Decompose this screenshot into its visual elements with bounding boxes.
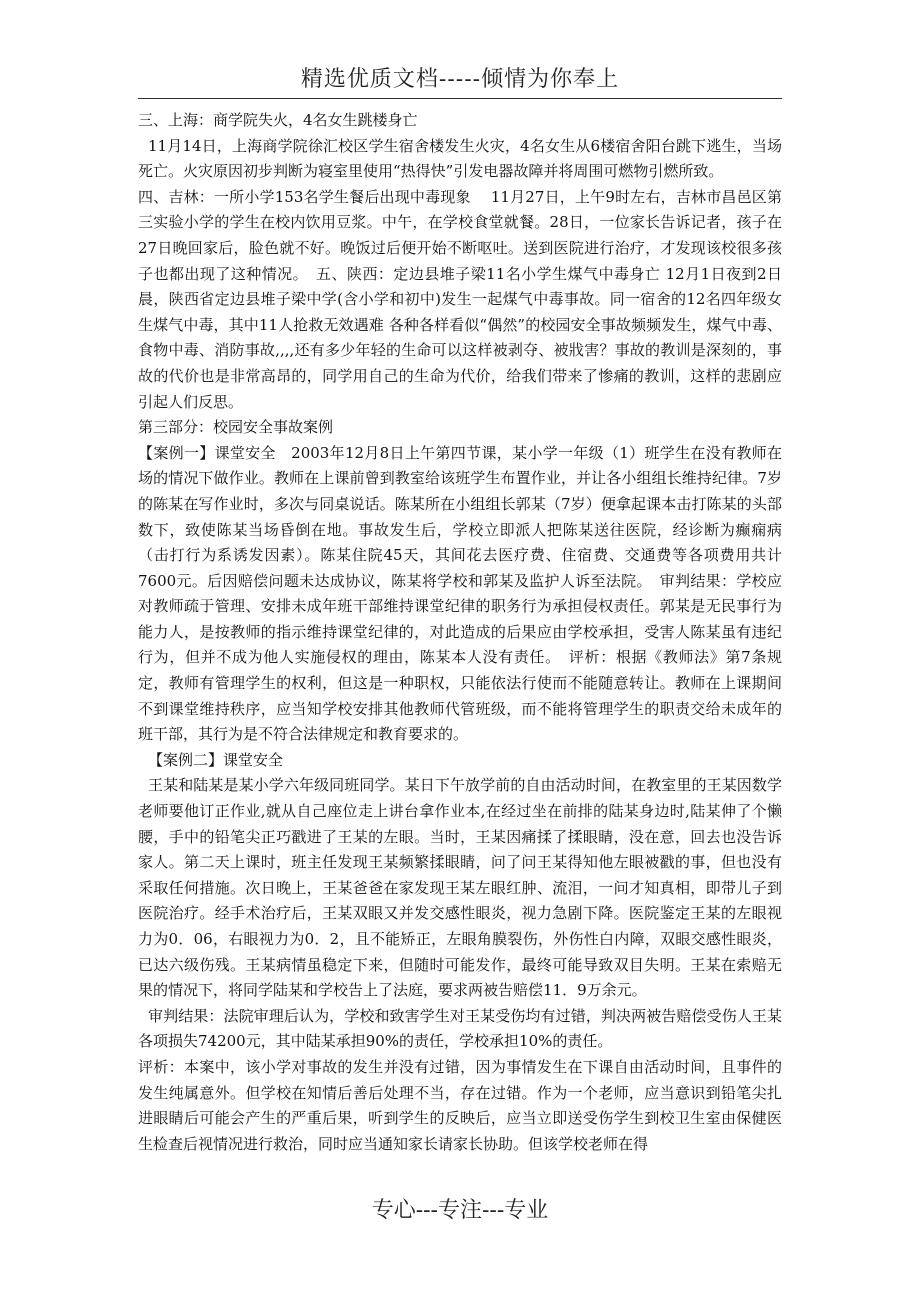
paragraph-jilin-shaanxi: 四、吉林：一所小学153名学生餐后出现中毒现象 11月27日，上午9时左右，吉林市昌邑区第三实验小学的学生在校内饮用豆浆。中午，在学校食堂就餐。28日，一位家长告诉记者，孩子在27日晚回家后，脸色就不好。晚饭过后便开始不断呕吐。送到医院进行治疗，才发现该校很多孩子也都出现了这种情况。 五、陕西：定边县堆子梁11名小学生煤气中毒身亡 12月1日夜到2日晨，陕西省定边县堆子梁中学(含小学和初中)发生一起煤气中毒事故。同一宿舍的12名四年级女生煤气中毒，其中11人抢救无效遇难 各种各样看似“偶然”的校园安全事故频频发生，煤气中毒、食物中毒、消防事故,,,,还有多少年轻的生命可以这样被剥夺、被戕害？事故的教训是深刻的，事故的代价也是非常高昂的，同学用自己的生命为代价，给我们带来了惨痛的教训，这样的悲剧应引起人们反思。 [138,187,782,411]
document-body [138,108,782,1157]
paragraph-case-one: 【案例一】课堂安全 2003年12月8日上午第四节课，某小学一年级（1）班学生在没有教师在场的情况下做作业。教师在上课前曾到教室给该班学生布置作业，并让各小组组长维持纪律。7岁的陈某在写作业时，多次与同桌说话。陈某所在小组组长郭某（7岁）便拿起课本击打陈某的头部数下，致使陈某当场昏倒在地。事故发生后，学校立即派人把陈某送往医院，经诊断为癫痫病（击打行为系诱发因素）。陈某住院45天，其间花去医疗费、住宿费、交通费等各项费用共计7600元。后因赔偿问题未达成协议，陈某将学校和郭某及监护人诉至法院。 审判结果：学校应对教师疏于管理、安排未成年班干部维持课堂纪律的职务行为承担侵权责任。郭某是无民事行为能力人，是按教师的指示维持课堂纪律的，对此造成的后果应由学校承担，受害人陈某虽有违纪行为，但并不成为他人实施侵权的理由，陈某本人没有责任。 评析：根据《教师法》第7条规定，教师有管理学生的权利，但这是一种职权，只能依法行使而不能随意转让。教师在上课期间不到课堂维持秩序，应当知学校安排其他教师代管班级，而不能将管理学生的职责交给未成年的班干部，其行为是不符合法律规定和教育要求的。 [138,443,782,744]
paragraph-case-two: 王某和陆某是某小学六年级同班同学。某日下午放学前的自由活动时间，在教室里的王某因数学老师要他订正作业,就从自己座位走上讲台拿作业本,在经过坐在前排的陆某身边时,陆某伸了个懒腰，手中的铅笔尖正巧戳进了王某的左眼。当时，王某因痛揉了揉眼睛，没在意，回去也没告诉家人。第二天上课时，班主任发现王某频繁揉眼睛，问了问王某得知他左眼被戳的事，但也没有采取任何措施。次日晚上，王某爸爸在家发现王某左眼红肿、流泪，一问才知真相，即带儿子到医院治疗。经手术治疗后，王某双眼又并发交感性眼炎，视力急剧下降。医院鉴定王某的左眼视力为0．06，右眼视力为0．2，且不能矫正，左眼角膜裂伤，外伤性白内障，双眼交感性眼炎，已达六级伤残。王某病情虽稳定下来，但随时可能发作，最终可能导致双目失明。王某在索赔无果的情况下，将同学陆某和学校告上了法庭，要求两被告赔偿11．9万余元。 [138,776,782,1000]
section-heading-part-three: 第三部分：校园安全事故案例 [138,418,334,437]
header-divider [138,98,782,99]
paragraph-case-two-judgment: 审判结果：法院审理后认为，学校和致害学生对王某受伤均有过错，判决两被告赔偿受伤人王某各项损失74200元，其中陆某承担90%的责任，学校承担10%的责任。 [138,1006,782,1051]
case-two-heading: 【案例二】课堂安全 [148,750,284,769]
section-heading-shanghai: 三、上海：商学院失火，4名女生跳楼身亡 [138,111,418,129]
page-header: 精选优质文档-----倾情为你奉上 [300,67,620,92]
page-footer: 专心---专注---专业 [371,1198,549,1223]
paragraph-shanghai-fire: 11月14日，上海商学院徐汇校区学生宿舍楼发生火灾，4名女生从6楼宿舍阳台跳下逃生，当场死亡。火灾原因初步判断为寝室里使用“热得快”引发电器故障并将周围可燃物引燃所致。 [138,136,782,181]
paragraph-case-two-analysis: 评析：本案中，该小学对事故的发生并没有过错，因为事情发生在下课自由活动时间，且事件的发生纯属意外。但学校在知情后善后处理不当，存在过错。作为一个老师，应当意识到铅笔尖扎进眼睛后可能会产生的严重后果，听到学生的反映后，应当立即送受伤学生到校卫生室由保健医生检查后视情况进行救治，同时应当通知家长请家长协助。但该学校老师在得 [138,1057,782,1153]
